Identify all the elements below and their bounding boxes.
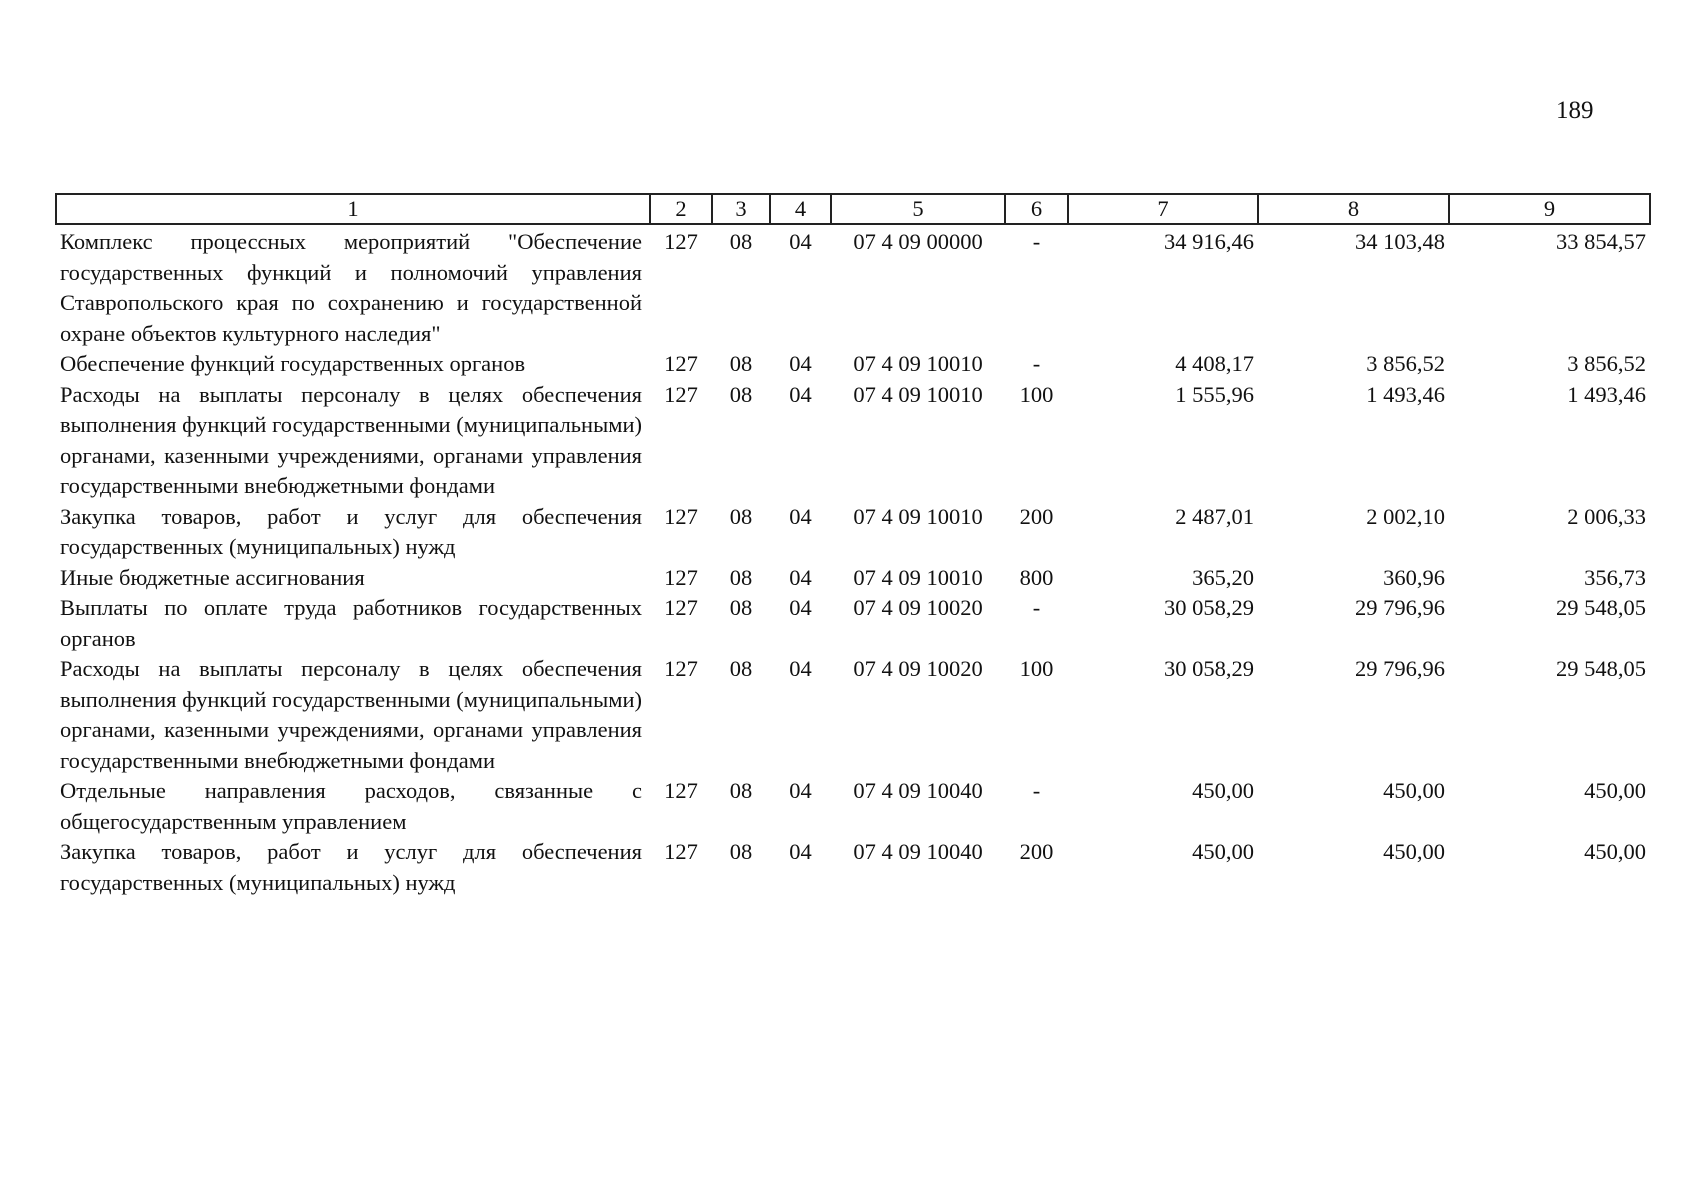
table-row [56, 776, 1650, 837]
cell-admin-code: 127 [664, 656, 698, 681]
cell-amount-col8: 360,96 [1383, 564, 1445, 590]
cell-amount-col8: 3 856,52 [1366, 351, 1445, 376]
cell-admin-code: 127 [664, 839, 698, 864]
cell-amount-col7: 450,00 [1192, 778, 1254, 803]
cell-section: 08 [729, 839, 753, 864]
cell-section: 08 [729, 351, 753, 376]
cell-section: 08 [729, 503, 753, 529]
cell-amount-col7: 1 555,96 [1175, 381, 1254, 407]
cell-amount-col8: 29 796,96 [1355, 656, 1445, 681]
row-name: Отдельные направления расходов, связанные с общегосударственным управлением [60, 778, 642, 834]
cell-section: 08 [729, 656, 753, 681]
cell-admin-code: 127 [664, 351, 698, 376]
page-number: 189 [1556, 97, 1594, 124]
cell-admin-code: 127 [664, 229, 698, 254]
cell-amount-col8: 2 002,10 [1366, 503, 1445, 529]
cell-amount-col7: 365,20 [1192, 564, 1254, 590]
cell-subsection: 04 [789, 564, 812, 590]
cell-subsection: 04 [789, 351, 812, 376]
table-row [56, 380, 1650, 502]
row-name: Закупка товаров, работ и услуг для обеспечения государственных (муниципальных) нужд [60, 839, 642, 895]
cell-amount-col9: 33 854,57 [1556, 229, 1646, 254]
column-header-4: 4 [770, 194, 831, 224]
table-row [56, 502, 1650, 563]
cell-amount-col7: 34 916,46 [1164, 229, 1254, 254]
cell-amount-col8: 29 796,96 [1355, 595, 1445, 620]
cell-amount-col9: 450,00 [1584, 839, 1646, 864]
budget-table [55, 193, 1651, 898]
cell-amount-col9: 3 856,52 [1567, 351, 1646, 376]
row-name: Обеспечение функций государственных органов [60, 351, 526, 376]
cell-target-article: 07 4 09 10020 [853, 595, 983, 620]
cell-amount-col8: 34 103,48 [1355, 229, 1445, 254]
cell-expense-type: 200 [1019, 503, 1054, 529]
row-name: Закупка товаров, работ и услуг для обеспечения государственных (муниципальных) нужд [60, 503, 642, 559]
cell-section: 08 [729, 564, 753, 590]
table-row [56, 224, 1650, 349]
cell-admin-code: 127 [664, 503, 698, 529]
cell-admin-code: 127 [664, 381, 698, 407]
row-name: Расходы на выплаты персоналу в целях обеспечения выполнения функций государственными (муниципальными) органами, казенными учреждениями, органами управления государственными внебюджетными фондами [60, 381, 642, 498]
cell-expense-type: 100 [1019, 381, 1054, 407]
column-header-5: 5 [831, 194, 1005, 224]
cell-subsection: 04 [789, 503, 812, 529]
column-header-8: 8 [1258, 194, 1449, 224]
row-name: Выплаты по оплате труда работников государственных органов [60, 595, 642, 651]
cell-section: 08 [729, 229, 753, 254]
cell-target-article: 07 4 09 10040 [853, 839, 983, 864]
row-name: Расходы на выплаты персоналу в целях обеспечения выполнения функций государственными (муниципальными) органами, казенными учреждениями, органами управления государственными внебюджетными фондами [60, 656, 642, 773]
cell-amount-col7: 30 058,29 [1164, 595, 1254, 620]
cell-target-article: 07 4 09 10010 [853, 564, 983, 590]
cell-subsection: 04 [789, 381, 812, 407]
cell-amount-col8: 450,00 [1383, 839, 1445, 864]
row-name: Иные бюджетные ассигнования [60, 564, 365, 590]
cell-expense-type: - [1032, 351, 1041, 376]
cell-section: 08 [729, 778, 753, 803]
cell-subsection: 04 [789, 229, 812, 254]
cell-admin-code: 127 [664, 564, 698, 590]
cell-target-article: 07 4 09 10020 [853, 656, 983, 681]
cell-subsection: 04 [789, 839, 812, 864]
column-header-7: 7 [1068, 194, 1258, 224]
cell-expense-type: 100 [1019, 656, 1054, 681]
cell-section: 08 [729, 381, 753, 407]
column-header-6: 6 [1005, 194, 1068, 224]
table-row [56, 593, 1650, 654]
cell-target-article: 07 4 09 10040 [853, 778, 983, 803]
cell-section: 08 [729, 595, 753, 620]
cell-subsection: 04 [789, 595, 812, 620]
cell-amount-col9: 356,73 [1584, 564, 1646, 590]
cell-amount-col9: 29 548,05 [1556, 656, 1646, 681]
cell-expense-type: - [1032, 778, 1041, 803]
cell-amount-col9: 1 493,46 [1567, 381, 1646, 407]
cell-amount-col9: 450,00 [1584, 778, 1646, 803]
cell-expense-type: 800 [1019, 564, 1054, 590]
cell-amount-col7: 4 408,17 [1175, 351, 1254, 376]
row-name: Комплекс процессных мероприятий "Обеспечение государственных функций и полномочий управления Ставропольского края по сохранению и государственной охране объектов культурного наследия" [60, 229, 642, 346]
cell-target-article: 07 4 09 10010 [853, 381, 983, 407]
table-row [56, 349, 1650, 380]
table-header [56, 194, 1650, 224]
cell-amount-col8: 450,00 [1383, 778, 1445, 803]
column-header-1: 1 [56, 194, 650, 224]
cell-expense-type: - [1032, 229, 1041, 254]
table-row [56, 563, 1650, 594]
cell-amount-col9: 29 548,05 [1556, 595, 1646, 620]
cell-target-article: 07 4 09 10010 [853, 503, 983, 529]
cell-admin-code: 127 [664, 595, 698, 620]
table-row [56, 837, 1650, 898]
cell-admin-code: 127 [664, 778, 698, 803]
cell-subsection: 04 [789, 656, 812, 681]
cell-amount-col7: 450,00 [1192, 839, 1254, 864]
table-body [56, 224, 1650, 898]
cell-amount-col7: 2 487,01 [1175, 503, 1254, 529]
column-header-2: 2 [650, 194, 712, 224]
cell-target-article: 07 4 09 10010 [853, 351, 983, 376]
cell-expense-type: - [1032, 595, 1041, 620]
cell-amount-col9: 2 006,33 [1567, 503, 1646, 529]
column-header-9: 9 [1449, 194, 1650, 224]
cell-expense-type: 200 [1019, 839, 1054, 864]
cell-amount-col7: 30 058,29 [1164, 656, 1254, 681]
header-row [56, 194, 1650, 224]
cell-subsection: 04 [789, 778, 812, 803]
table-row [56, 654, 1650, 776]
cell-target-article: 07 4 09 00000 [853, 229, 983, 254]
cell-amount-col8: 1 493,46 [1366, 381, 1445, 407]
column-header-3: 3 [712, 194, 770, 224]
